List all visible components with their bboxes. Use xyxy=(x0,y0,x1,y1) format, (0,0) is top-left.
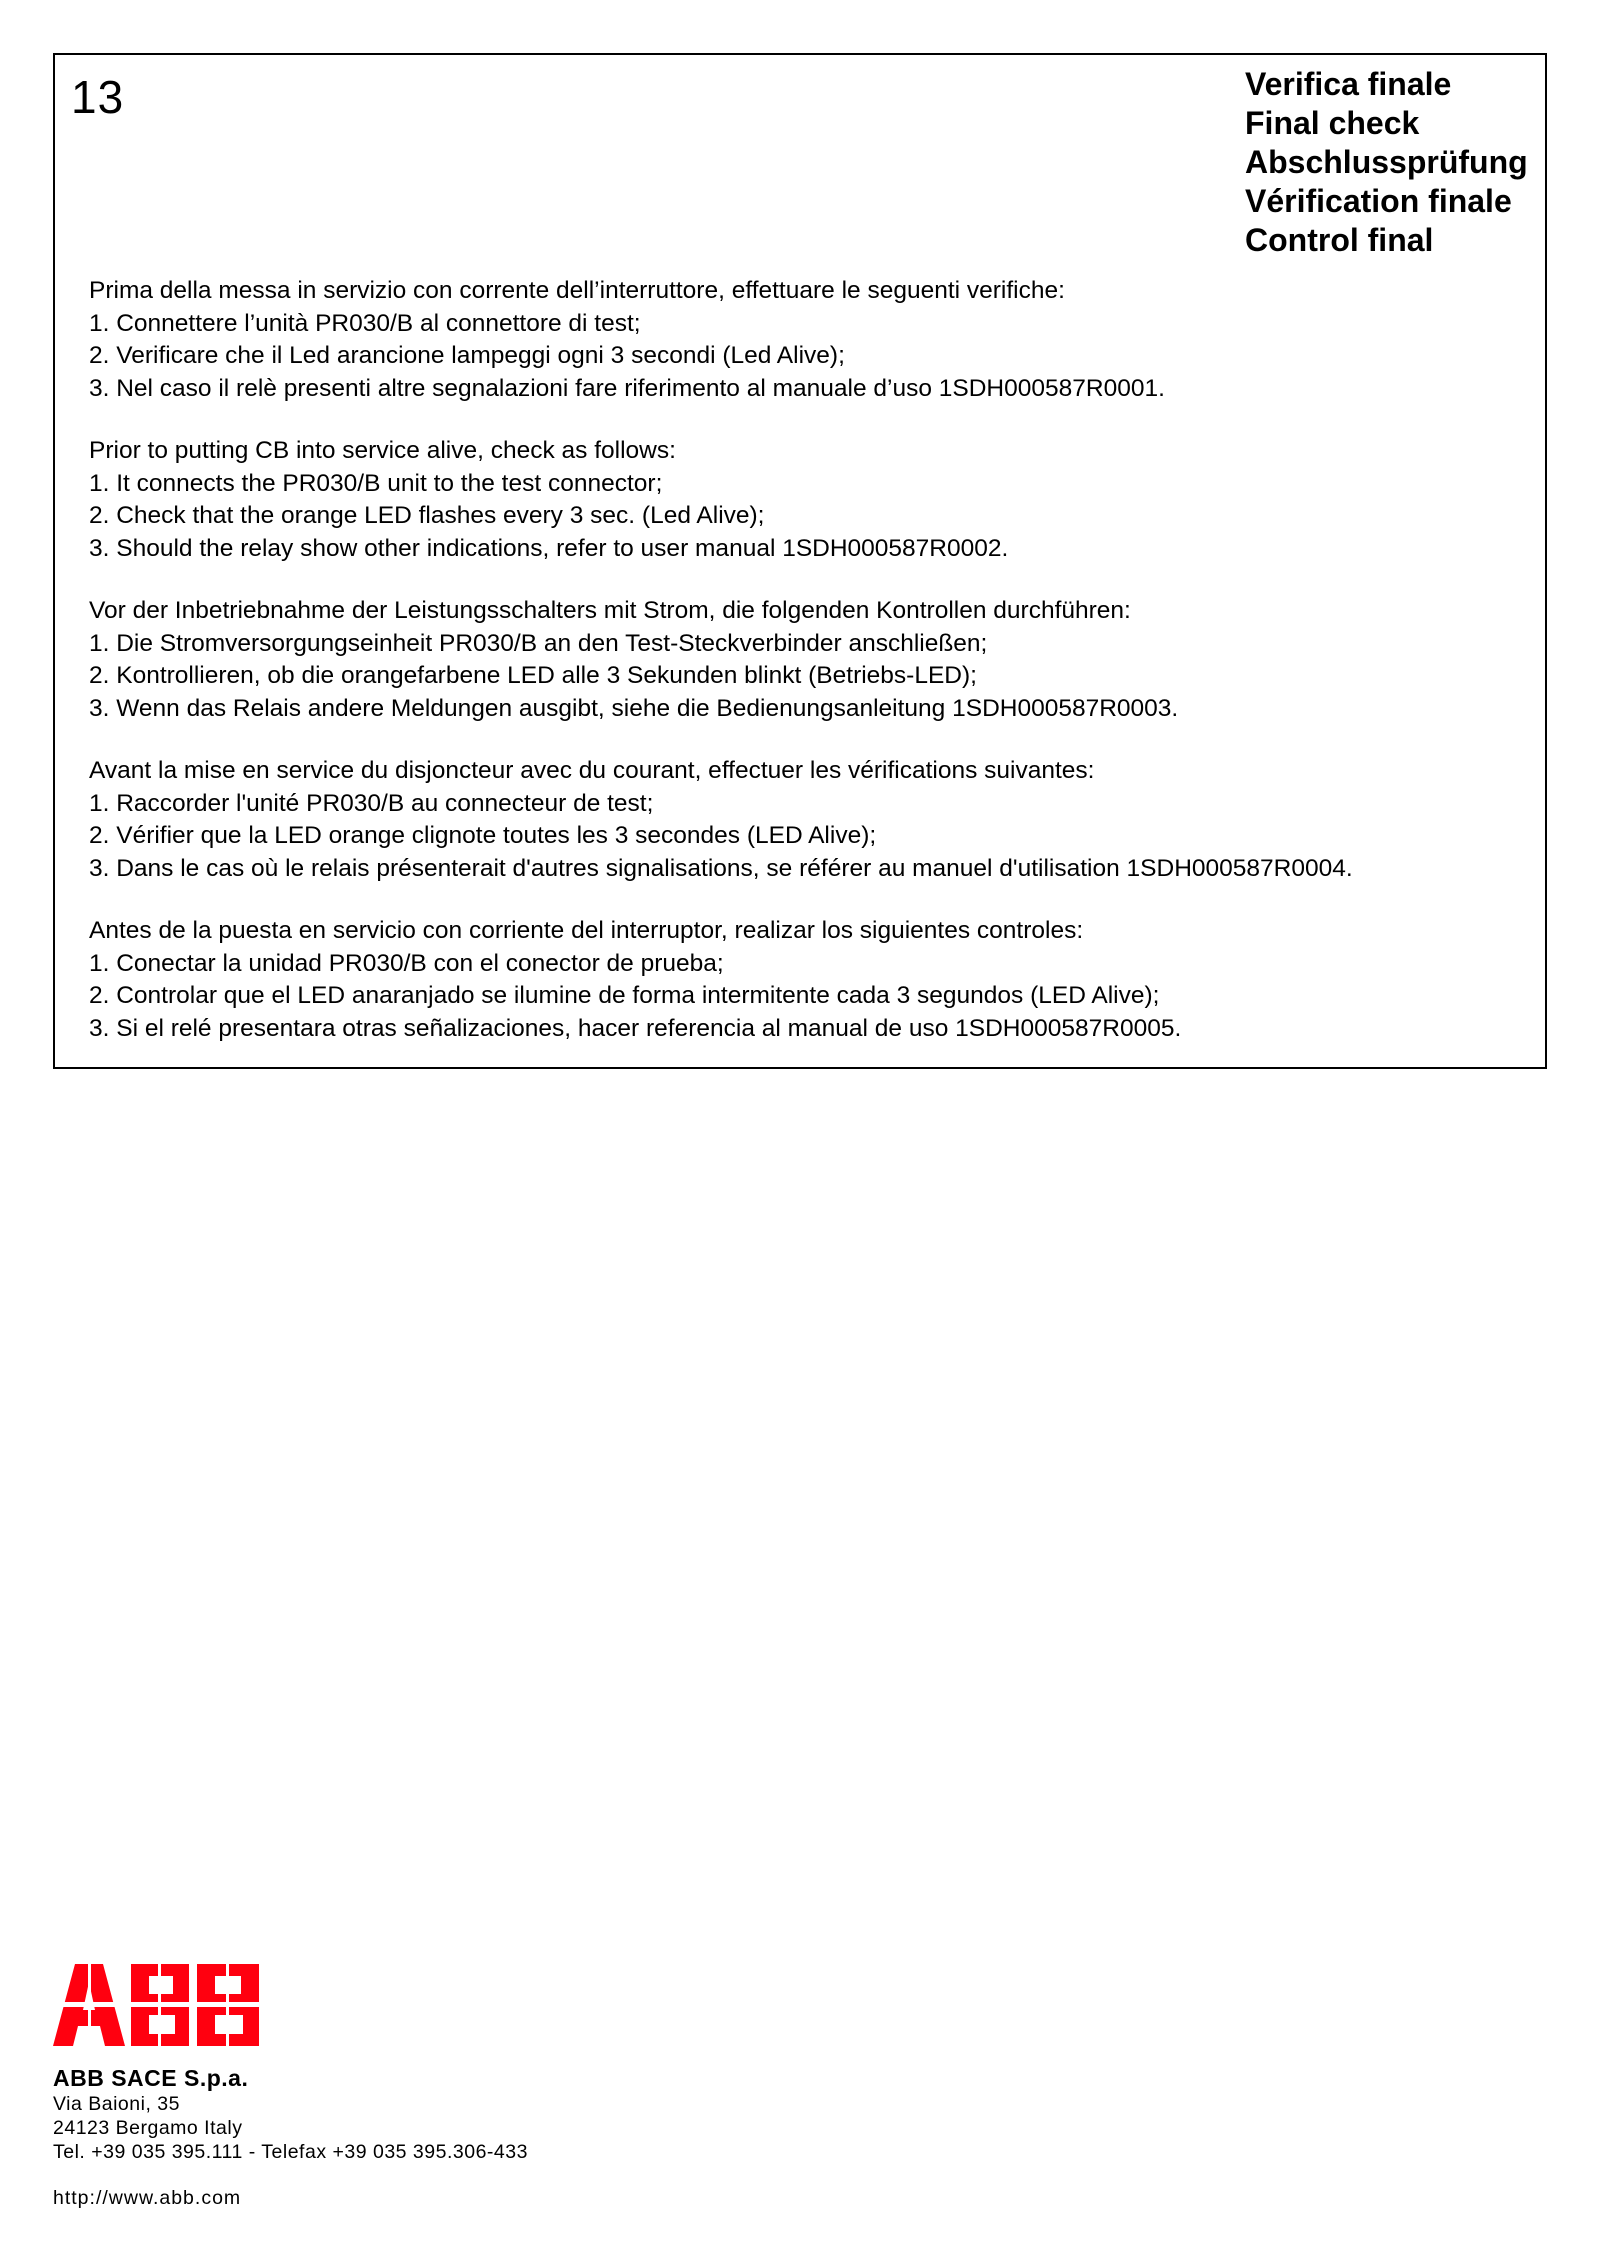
title-french: Vérification finale xyxy=(1245,183,1512,219)
address-city: 24123 Bergamo Italy xyxy=(53,2117,243,2139)
section-intro: Antes de la puesta en servicio con corriente del interruptor, realizar los siguientes controles: xyxy=(89,917,1084,944)
section-step: 3. Nel caso il relè presenti altre segnalazioni fare riferimento al manuale d’uso 1SDH000587R0001. xyxy=(89,374,1165,402)
section-spanish xyxy=(89,915,1529,1045)
section-intro: Vor der Inbetriebnahme der Leistungsschalters mit Strom, die folgenden Kontrollen durchführen: xyxy=(89,597,1131,624)
section-step: 2. Kontrollieren, ob die orangefarbene LED alle 3 Sekunden blinkt (Betriebs-LED); xyxy=(89,662,977,689)
section-intro: Prima della messa in servizio con corrente dell’interruttore, effettuare le seguenti verifiche: xyxy=(89,277,1065,304)
step-number: 13 xyxy=(71,71,125,123)
section-german xyxy=(89,595,1529,725)
section-step: 3. Dans le cas où le relais présenterait d'autres signalisations, se référer au manuel d'utilisation 1SDH000587R0004. xyxy=(89,854,1353,882)
title-english: Final check xyxy=(1245,105,1420,141)
section-step: 1. Die Stromversorgungseinheit PR030/B an den Test-Steckverbinder anschließen; xyxy=(89,629,988,657)
instructions-content xyxy=(89,275,1529,1075)
title-spanish: Control final xyxy=(1245,222,1434,258)
abb-logo xyxy=(53,1964,259,2046)
section-step: 1. Raccorder l'unité PR030/B au connecteur de test; xyxy=(89,789,654,817)
section-step: 2. Vérifier que la LED orange clignote toutes les 3 secondes (LED Alive); xyxy=(89,822,877,849)
website-link[interactable]: http://www.abb.com xyxy=(53,2187,242,2209)
section-step: 3. Should the relay show other indications, refer to user manual 1SDH000587R0002. xyxy=(89,534,1009,562)
section-english xyxy=(89,435,1529,565)
section-step: 2. Check that the orange LED flashes every 3 sec. (Led Alive); xyxy=(89,502,765,529)
company-name: ABB SACE S.p.a. xyxy=(53,2065,249,2091)
section-italian xyxy=(89,275,1529,405)
title-italian: Verifica finale xyxy=(1245,66,1452,102)
address-phone: Tel. +39 035 395.111 - Telefax +39 035 395.306-433 xyxy=(53,2141,528,2163)
instruction-box xyxy=(53,53,1547,1069)
section-step: 3. Si el relé presentara otras señalizaciones, hacer referencia al manual de uso 1SDH000587R0005. xyxy=(89,1014,1182,1042)
company-footer xyxy=(53,1964,753,2210)
section-step: 2. Verificare che il Led arancione lampeggi ogni 3 secondi (Led Alive); xyxy=(89,342,845,369)
section-intro: Prior to putting CB into service alive, check as follows: xyxy=(89,437,676,464)
section-step: 1. Connettere l’unità PR030/B al connettore di test; xyxy=(89,309,641,337)
section-step: 2. Controlar que el LED anaranjado se ilumine de forma intermitente cada 3 segundos (LED Alive); xyxy=(89,982,1160,1009)
section-step: 3. Wenn das Relais andere Meldungen ausgibt, siehe die Bedienungsanleitung 1SDH000587R0003. xyxy=(89,694,1179,722)
section-intro: Avant la mise en service du disjoncteur avec du courant, effectuer les vérifications suivantes: xyxy=(89,757,1095,784)
section-step: 1. It connects the PR030/B unit to the test connector; xyxy=(89,469,663,497)
section-french xyxy=(89,755,1529,885)
title-german: Abschlussprüfung xyxy=(1245,144,1528,180)
address-street: Via Baioni, 35 xyxy=(53,2093,180,2115)
section-step: 1. Conectar la unidad PR030/B con el conector de prueba; xyxy=(89,949,724,977)
title-block xyxy=(1245,65,1545,260)
